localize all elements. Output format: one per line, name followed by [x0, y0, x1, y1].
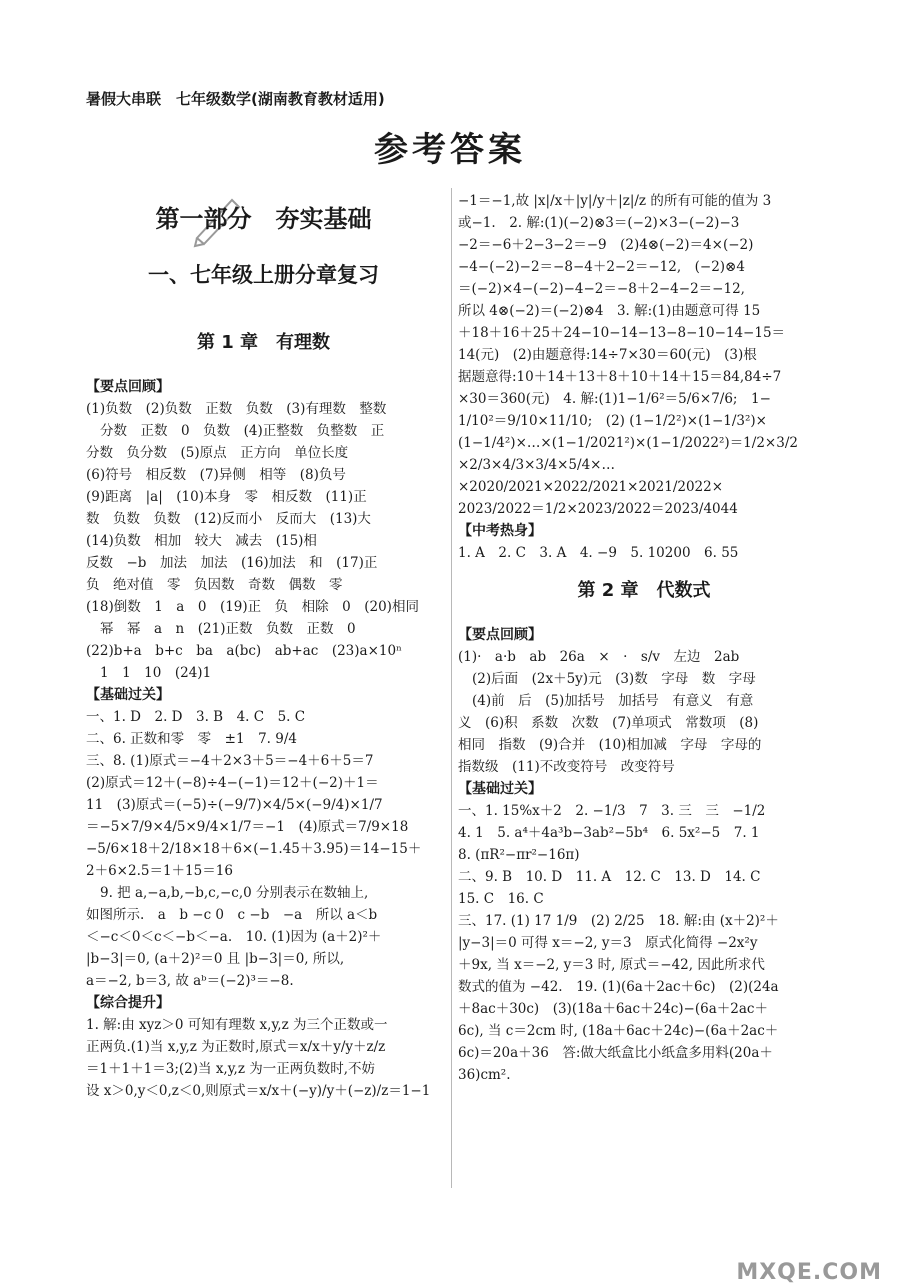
- text-line: 数 负数 负数 (12)反而小 反而大 (13)大: [86, 511, 371, 527]
- text-line: (18)倒数 1 a 0 (19)正 负 相除 0 (20)相同: [86, 599, 419, 615]
- text-line: 15. C 16. C: [458, 891, 544, 907]
- text-line: (6)符号 相反数 (7)异侧 相等 (8)负号: [86, 467, 346, 483]
- part-title: 第一部分 夯实基础: [155, 205, 372, 233]
- text-line: 如图所示. a b −c 0 c −b −a 所以 a＜b: [86, 907, 378, 923]
- exam-label: 【中考热身】: [458, 523, 542, 539]
- text-line: 2023/2022＝1/2×2023/2022＝2023/4044: [458, 501, 738, 517]
- review-label: 【要点回顾】: [86, 379, 170, 395]
- text-line: (9)距离 |a| (10)本身 零 相反数 (11)正: [86, 489, 367, 505]
- text-line: 三、8. (1)原式＝−4＋2×3＋5＝−4＋6＋5＝7: [86, 753, 374, 769]
- text-line: 分数 负分数 (5)原点 正方向 单位长度: [86, 445, 349, 461]
- text-line: 据题意得:10＋14＋13＋8＋10＋14＋15＝84,84÷7: [458, 369, 782, 385]
- text-line: 1/10²＝9/10×11/10; (2) (1−1/2²)×(1−1/3²)×: [458, 413, 767, 429]
- text-line: 所以 4⊗(−2)＝(−2)⊗4 3. 解:(1)由题意可得 15: [458, 303, 761, 319]
- text-line: 1. 解:由 xyz＞0 可知有理数 x,y,z 为三个正数或一: [86, 1017, 388, 1033]
- text-line: (14)负数 相加 较大 减去 (15)相: [86, 533, 317, 549]
- text-line: (1)· a·b ab 26a × · s/v 左边 2ab: [458, 649, 740, 665]
- basic-block: [458, 800, 830, 1086]
- exam-answers: 1. A 2. C 3. A 4. −9 5. 10200 6. 55: [458, 545, 739, 561]
- comprehensive-label: 【综合提升】: [86, 995, 170, 1011]
- text-line: 正两负.(1)当 x,y,z 为正数时,原式＝x/x＋y/y＋z/z: [86, 1039, 386, 1055]
- section-title: 一、七年级上册分章复习: [148, 263, 379, 287]
- left-column: [86, 190, 441, 1102]
- text-line: ＝(−2)×4−(−2)−4−2＝−8＋2−4−2＝−12,: [458, 281, 745, 297]
- chapter-title: 第 1 章 有理数: [196, 332, 331, 353]
- text-line: ×30＝360(元) 4. 解:(1)1−1/6²＝5/6×7/6; 1−: [458, 391, 771, 407]
- text-line: 反数 −b 加法 加法 (16)加法 和 (17)正: [86, 555, 378, 571]
- text-line: ＝1＋1＋1＝3;(2)当 x,y,z 为一正两负数时,不妨: [86, 1061, 376, 1077]
- text-line: (2)原式＝12＋(−8)÷4−(−1)＝12＋(−2)＋1＝: [86, 775, 379, 791]
- comprehensive-block: [86, 1014, 441, 1102]
- text-line: 设 x＞0,y＜0,z＜0,则原式＝x/x＋(−y)/y＋(−z)/z＝1−1: [86, 1083, 431, 1099]
- basic-label: 【基础过关】: [458, 781, 542, 797]
- text-line: ＋8ac＋30c) (3)(18a＋6ac＋24c)−(6a＋2ac＋: [458, 1001, 768, 1017]
- continuation-block: [458, 190, 830, 520]
- watermark-logo: MXQE.COM: [736, 1260, 882, 1285]
- text-line: 三、17. (1) 17 1/9 (2) 2/25 18. 解:由 (x＋2)²＋: [458, 913, 779, 929]
- text-line: (1)负数 (2)负数 正数 负数 (3)有理数 整数: [86, 401, 387, 417]
- text-line: (1−1/4²)×…×(1−1/2021²)×(1−1/2022²)＝1/2×3/2: [458, 435, 798, 451]
- text-line: 分数 正数 0 负数 (4)正整数 负整数 正: [100, 423, 385, 439]
- review-block: [86, 398, 441, 684]
- page-header: 暑假大串联 七年级数学(湖南教育教材适用): [86, 90, 385, 108]
- text-line: ＜−c＜0＜c＜−b＜−a. 10. (1)因为 (a＋2)²＋: [86, 929, 382, 945]
- text-line: ＝−5×7/9×4/5×9/4×1/7＝−1 (4)原式＝7/9×18: [86, 819, 409, 835]
- text-line: 36)cm².: [458, 1067, 511, 1083]
- text-line: |y−3|＝0 可得 x＝−2, y＝3 原式化简得 −2x²y: [458, 935, 758, 951]
- text-line: 9. 把 a,−a,b,−b,c,−c,0 分别表示在数轴上,: [100, 885, 369, 901]
- text-line: 一、1. D 2. D 3. B 4. C 5. C: [86, 709, 306, 725]
- column-divider: [451, 188, 452, 1188]
- text-line: 1 1 10 (24)1: [100, 665, 212, 681]
- text-line: 2＋6×2.5＝1＋15＝16: [86, 863, 233, 879]
- basic-label: 【基础过关】: [86, 687, 170, 703]
- text-line: 相同 指数 (9)合并 (10)相加减 字母 字母的: [458, 737, 762, 753]
- text-line: 二、9. B 10. D 11. A 12. C 13. D 14. C: [458, 869, 761, 885]
- text-line: 义 (6)积 系数 次数 (7)单项式 常数项 (8): [458, 715, 759, 731]
- chapter-title: 第 2 章 代数式: [577, 580, 711, 601]
- text-line: 11 (3)原式＝(−5)÷(−9/7)×4/5×(−9/4)×1/7: [86, 797, 383, 813]
- text-line: (4)前 后 (5)加括号 加括号 有意义 有意: [472, 693, 754, 709]
- text-line: 指数级 (11)不改变符号 改变符号: [458, 759, 675, 775]
- text-line: −5/6×18＋2/18×18＋6×(−1.45＋3.95)＝14−15＋: [86, 841, 422, 857]
- text-line: −2＝−6＋2−3−2＝−9 (2)4⊗(−2)＝4×(−2): [458, 237, 754, 253]
- text-line: ＋9x, 当 x＝−2, y＝3 时, 原式＝−42, 因此所求代: [458, 957, 765, 973]
- text-line: 负 绝对值 零 负因数 奇数 偶数 零: [86, 577, 343, 593]
- text-line: |b−3|＝0, (a＋2)²＝0 且 |b−3|＝0, 所以,: [86, 951, 345, 967]
- main-title: 参考答案: [374, 130, 526, 170]
- text-line: a＝−2, b＝3, 故 aᵇ＝(−2)³＝−8.: [86, 973, 294, 989]
- text-line: −1＝−1,故 |x|/x＋|y|/y＋|z|/z 的所有可能的值为 3: [458, 193, 772, 209]
- review-block: [458, 646, 830, 778]
- right-column: [458, 190, 830, 1086]
- text-line: (22)b+a b+c ba a(bc) ab+ac (23)a×10ⁿ: [86, 643, 402, 659]
- text-line: ×2/3×4/3×3/4×5/4×…×2020/2021×2022/2021×2021/2022×: [458, 457, 724, 495]
- basic-block: [86, 706, 441, 992]
- text-line: 8. (πR²−πr²−16π): [458, 847, 580, 863]
- text-line: 14(元) (2)由题意得:14÷7×30＝60(元) (3)根: [458, 347, 757, 363]
- text-line: 4. 1 5. a⁴＋4a³b−3ab²−5b⁴ 6. 5x²−5 7. 1: [458, 825, 760, 841]
- text-line: 二、6. 正数和零 零 ±1 7. 9/4: [86, 731, 297, 747]
- text-line: −4−(−2)−2＝−8−4＋2−2＝−12, (−2)⊗4: [458, 259, 745, 275]
- text-line: 数式的值为 −42. 19. (1)(6a＋2ac＋6c) (2)(24a: [458, 979, 779, 995]
- text-line: 幂 幂 a n (21)正数 负数 正数 0: [100, 621, 356, 637]
- text-line: ＋18＋16＋25＋24−10−14−13−8−10−14−15＝: [458, 325, 786, 341]
- text-line: 或−1. 2. 解:(1)(−2)⊗3＝(−2)×3−(−2)−3: [458, 215, 740, 231]
- text-line: (2)后面 (2x＋5y)元 (3)数 字母 数 字母: [472, 671, 756, 687]
- text-line: 6c)＝20a＋36 答:做大纸盒比小纸盒多用料(20a＋: [458, 1045, 773, 1061]
- text-line: 一、1. 15%x＋2 2. −1/3 7 3. 三 三 −1/2: [458, 803, 766, 819]
- text-line: 6c), 当 c＝2cm 时, (18a＋6ac＋24c)−(6a＋2ac＋: [458, 1023, 779, 1039]
- review-label: 【要点回顾】: [458, 627, 542, 643]
